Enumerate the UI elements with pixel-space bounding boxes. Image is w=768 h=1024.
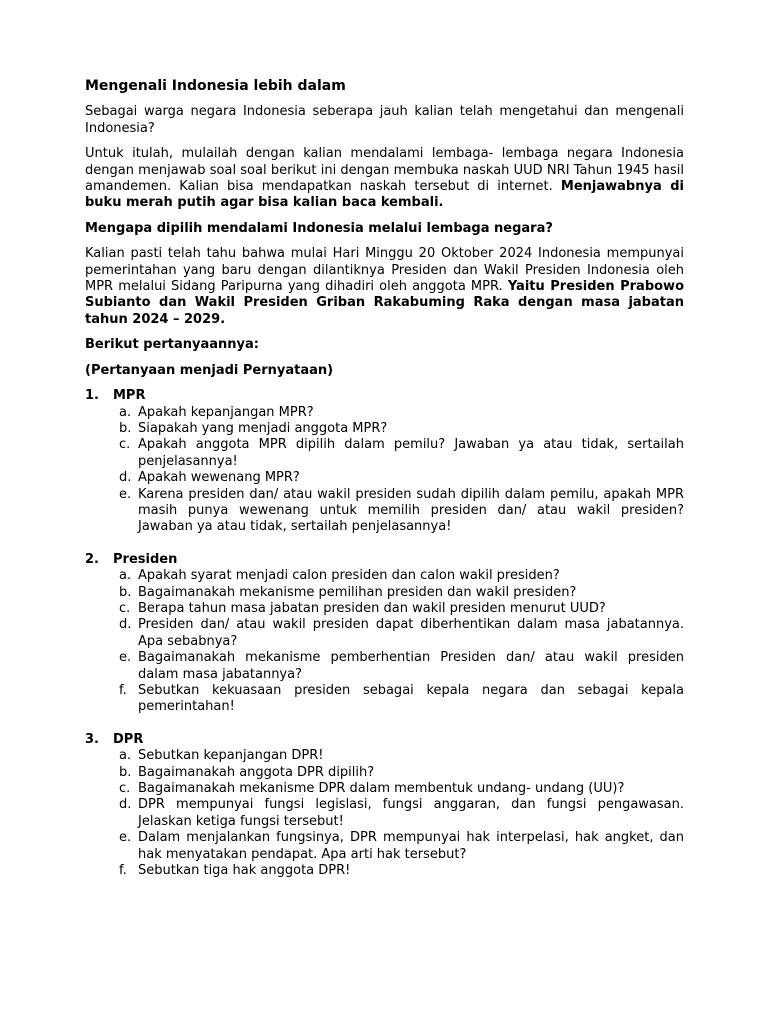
question-item	[85, 830, 684, 863]
question-item	[85, 797, 684, 830]
context-paragraph	[85, 246, 684, 328]
question-letter: a.	[119, 568, 132, 584]
question-letter: a.	[119, 748, 132, 764]
instruction-emphasis: Menjawabnya di buku merah putih agar bisa kalian baca kembali.	[85, 179, 684, 211]
question-item	[85, 650, 684, 683]
question-letter: d.	[119, 617, 132, 633]
question-item	[85, 748, 684, 764]
question-text: Berapa tahun masa jabatan presiden dan wakil presiden menurut UUD?	[138, 600, 606, 616]
section-label: MPR	[113, 388, 146, 404]
question-sections	[85, 388, 684, 879]
question-text: Bagaimanakah mekanisme pemilihan presiden dan wakil presiden?	[138, 584, 577, 600]
question-item	[85, 568, 684, 584]
question-item	[85, 470, 684, 486]
question-text: Sebutkan tiga hak anggota DPR!	[138, 863, 351, 879]
question-text: Sebutkan kekuasaan presiden sebagai kepala negara dan sebagai kepala pemerintahan!	[138, 683, 684, 715]
question-list	[85, 568, 684, 716]
section-subheading: Mengapa dipilih mendalami Indonesia melalui lembaga negara?	[85, 220, 553, 236]
section-label: DPR	[113, 731, 144, 747]
question-text: Apakah kepanjangan MPR?	[138, 404, 314, 420]
section-title	[85, 552, 684, 568]
question-section	[85, 732, 684, 880]
question-text: Karena presiden dan/ atau wakil presiden sudah dipilih dalam pemilu, apakah MPR masih punya wewenang untuk memilih presiden dan/ atau wakil presiden? Jawaban ya atau tidak, sertailah penjelasannya!	[138, 486, 684, 535]
question-letter: d.	[119, 470, 132, 486]
question-text: Apakah syarat menjadi calon presiden dan calon wakil presiden?	[138, 568, 560, 584]
instruction-text: Untuk itulah, mulailah dengan kalian mendalami lembaga- lembaga negara Indonesia dengan menjawab soal soal berikut ini dengan membuka naskah UUD NRI Tahun 1945 hasil amandemen. Kalian bisa mendapatkan naskah tersebut di internet.	[85, 146, 684, 195]
question-item	[85, 683, 684, 716]
question-letter: b.	[119, 420, 132, 436]
question-letter: d.	[119, 797, 132, 813]
question-item	[85, 437, 684, 470]
document-page	[85, 78, 684, 895]
question-letter: c.	[119, 437, 131, 453]
question-letter: e.	[119, 486, 132, 502]
section-number: 1.	[85, 388, 99, 404]
question-item	[85, 585, 684, 601]
question-text: Bagaimanakah mekanisme DPR dalam membentuk undang- undang (UU)?	[138, 781, 625, 797]
question-text: Presiden dan/ atau wakil presiden dapat diberhentikan dalam masa jabatannya. Apa sebabnya?	[138, 617, 684, 649]
section-label: Presiden	[113, 551, 178, 567]
document-title: Mengenali Indonesia lebih dalam	[85, 78, 346, 94]
question-text: Bagaimanakah anggota DPR dipilih?	[138, 764, 375, 780]
question-text: Dalam menjalankan fungsinya, DPR mempunyai hak interpelasi, hak angket, dan hak menyatakan pendapat. Apa arti hak tersebut?	[138, 830, 684, 862]
question-item	[85, 601, 684, 617]
section-title	[85, 732, 684, 748]
question-text: Apakah wewenang MPR?	[138, 470, 300, 486]
question-letter: f.	[119, 683, 127, 698]
question-text: Sebutkan kepanjangan DPR!	[138, 748, 324, 764]
section-number: 3.	[85, 731, 99, 747]
section-number: 2.	[85, 551, 99, 567]
intro-paragraph: Sebagai warga negara Indonesia seberapa jauh kalian telah mengetahui dan mengenali Indonesia?	[85, 104, 684, 136]
context-emphasis: Yaitu Presiden Prabowo Subianto dan Wakil Presiden Griban Rakabuming Raka dengan masa jabatan tahun 2024 – 2029.	[85, 279, 685, 327]
question-item	[85, 487, 684, 536]
question-item	[85, 765, 684, 781]
question-letter: e.	[119, 830, 132, 846]
question-item	[85, 405, 684, 421]
question-item	[85, 617, 684, 650]
question-text: Siapakah yang menjadi anggota MPR?	[138, 420, 388, 436]
question-letter: f.	[119, 863, 127, 879]
question-letter: c.	[119, 600, 131, 616]
question-item	[85, 421, 684, 437]
question-section	[85, 552, 684, 716]
section-title	[85, 388, 684, 404]
instruction-paragraph	[85, 146, 684, 212]
question-letter: b.	[119, 584, 132, 600]
question-letter: c.	[119, 781, 131, 797]
question-item	[85, 781, 684, 797]
question-section	[85, 388, 684, 536]
question-text: Apakah anggota MPR dipilih dalam pemilu? Jawaban ya atau tidak, sertailah penjelasannya!	[138, 437, 684, 469]
context-text: Kalian pasti telah tahu bahwa mulai Hari Minggu 20 Oktober 2024 Indonesia mempunyai pemerintahan yang baru dengan dilantiknya Presiden dan Wakil Presiden Indonesia oleh MPR melalui Sidang Paripurna yang dihadiri oleh anggota MPR.	[85, 246, 684, 295]
questions-heading: Berikut pertanyaannya:	[85, 337, 259, 353]
question-text: DPR mempunyai fungsi legislasi, fungsi anggaran, dan fungsi pengawasan. Jelaskan ketiga fungsi tersebut!	[138, 797, 684, 829]
question-list	[85, 748, 684, 879]
question-item	[85, 863, 684, 879]
question-letter: e.	[119, 650, 132, 666]
question-list	[85, 405, 684, 536]
questions-note: (Pertanyaan menjadi Pernyataan)	[85, 362, 334, 378]
question-letter: b.	[119, 764, 132, 780]
question-letter: a.	[119, 404, 132, 420]
question-text: Bagaimanakah mekanisme pemberhentian Presiden dan/ atau wakil presiden dalam masa jabatannya?	[138, 650, 684, 682]
